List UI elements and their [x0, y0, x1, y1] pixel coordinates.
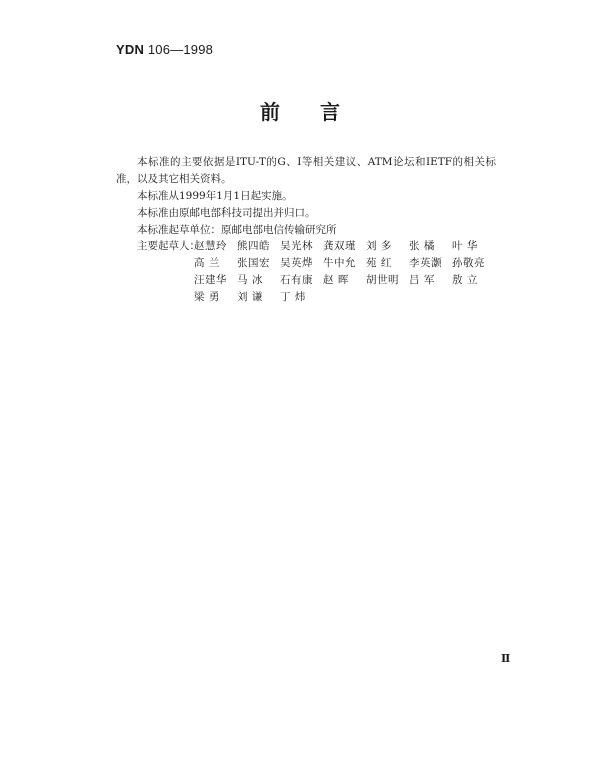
drafter-name: 张国宏: [237, 257, 270, 269]
drafter-name: 赵慧玲: [194, 240, 227, 252]
document-id: [116, 42, 213, 57]
drafters-row: [137, 238, 495, 255]
drafter-name: 苑 红: [366, 257, 392, 269]
drafter-name: 叶 华: [452, 240, 478, 252]
drafters-row: [137, 255, 495, 272]
drafters-row: [137, 289, 495, 306]
drafter-name: 吴光林: [280, 240, 313, 252]
drafter-name: 胡世明: [366, 274, 399, 286]
document-number: 106—1998: [147, 42, 214, 57]
foreword-body: [116, 154, 496, 239]
drafter-name: 丁 炜: [280, 291, 306, 303]
page-number: Ⅱ: [501, 652, 511, 665]
drafters-row: [137, 272, 495, 289]
drafter-name: 赵 晖: [323, 274, 349, 286]
drafter-name: 龚双瑾: [323, 240, 356, 252]
drafter-name: 敖 立: [452, 274, 478, 286]
drafter-name: 吕 军: [409, 274, 435, 286]
paragraph-basis: 本标准的主要依据是ITU-T的G、I等相关建议、ATM论坛和IETF的相关标准，以及其它相关资料。: [116, 156, 496, 185]
drafter-name: 刘 多: [366, 240, 392, 252]
drafter-name: 汪建华: [194, 274, 227, 286]
drafter-name: 刘 谦: [237, 291, 263, 303]
drafters-label: 主要起草人：: [137, 240, 200, 252]
paragraph-drafting-unit: 本标准起草单位：原邮电部电信传输研究所: [137, 224, 337, 236]
drafter-name: 梁 勇: [194, 291, 220, 303]
drafter-name: 石有康: [280, 274, 313, 286]
page-title: 前言: [260, 100, 380, 124]
paragraph-proposer: 本标准由原邮电部科技司提出并归口。: [137, 207, 316, 219]
document-org: YDN: [116, 42, 145, 57]
drafter-name: 熊四皓: [237, 240, 270, 252]
drafter-name: 李英灏: [409, 257, 442, 269]
drafters-list: [137, 238, 495, 306]
drafter-name: 高 兰: [194, 257, 220, 269]
drafter-name: 孙敬亮: [452, 257, 485, 269]
drafter-name: 牛中允: [323, 257, 356, 269]
drafter-name: 张 橘: [409, 240, 435, 252]
drafter-name: 吴英烨: [280, 257, 313, 269]
drafter-name: 马 冰: [237, 274, 263, 286]
paragraph-effective-date: 本标准从1999年1月1日起实施。: [137, 190, 293, 202]
